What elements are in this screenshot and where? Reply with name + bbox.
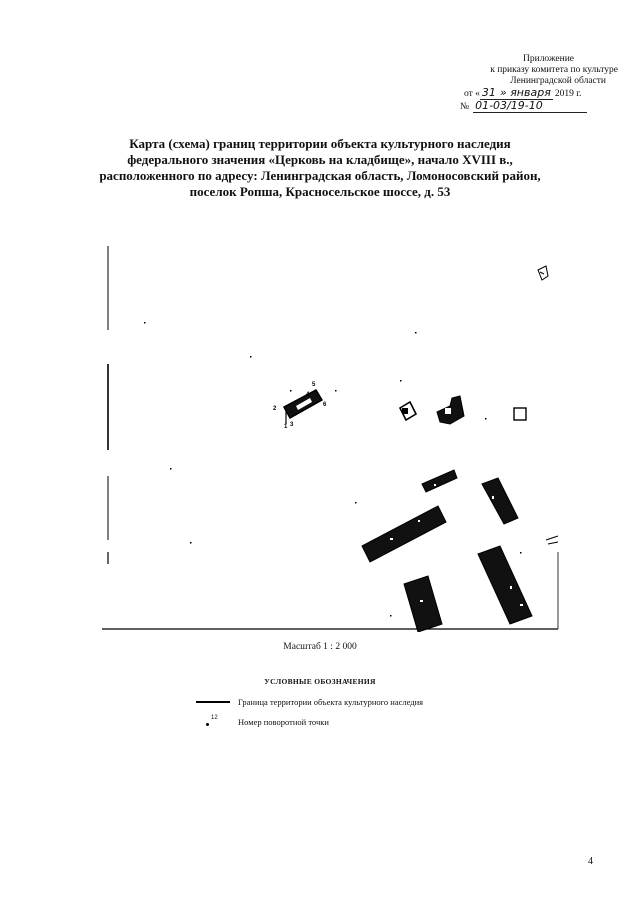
title-line-4: поселок Ропша, Красносельское шоссе, д. 53 (189, 184, 451, 199)
boundary-map (100, 240, 560, 632)
title-line-2: федерального значения «Церковь на кладбище», начало XVIII в., (127, 152, 513, 167)
survey-dots (144, 322, 522, 617)
title-line-1: Карта (схема) границ территории объекта культурного наследия (129, 136, 511, 151)
small-buildings (400, 266, 548, 424)
point-sample-number: 12 (211, 715, 218, 721)
title-line-3: расположенного по адресу: Ленинградская область, Ломоносовский район, (99, 168, 541, 183)
page-number: 4 (588, 856, 593, 867)
date-day: 31 (481, 86, 496, 99)
number-prefix: № (460, 102, 470, 112)
document-title (60, 136, 580, 200)
boundary-point-label: 4 (306, 392, 310, 398)
boundary-point-label: 1 (284, 424, 288, 430)
date-prefix: от « (464, 89, 480, 99)
legend-title: УСЛОВНЫЕ ОБОЗНАЧЕНИЯ (264, 677, 376, 686)
number-value: 01-03/19-10 (473, 100, 587, 113)
appendix-number-row (448, 100, 618, 113)
appendix-line-1: Приложение (523, 54, 574, 64)
appendix-line-3: Ленинградской области (510, 76, 606, 86)
date-month: » января (499, 86, 551, 99)
boundary-point-label: 6 (323, 402, 327, 408)
legend-boundary-row (196, 697, 423, 707)
map-canvas (100, 240, 560, 632)
point-dot-icon (206, 723, 209, 726)
point-symbol (196, 717, 230, 727)
legend-point-row (196, 717, 329, 727)
large-buildings (362, 470, 558, 632)
legend-boundary-label: Граница территории объекта культурного наследия (238, 697, 424, 707)
boundary-point-label: 2 (273, 406, 277, 412)
appendix-block (448, 54, 618, 113)
legend-point-label: Номер поворотной точки (238, 717, 329, 727)
appendix-line-2: к приказу комитета по культуре (490, 65, 618, 75)
boundary-line-symbol (196, 701, 230, 703)
church-boundary (284, 390, 322, 424)
boundary-point-label: 3 (290, 422, 294, 428)
date-year: 2019 г. (554, 89, 582, 99)
boundary-point-label: 5 (312, 382, 316, 388)
map-scale: Масштаб 1 : 2 000 (283, 642, 357, 652)
